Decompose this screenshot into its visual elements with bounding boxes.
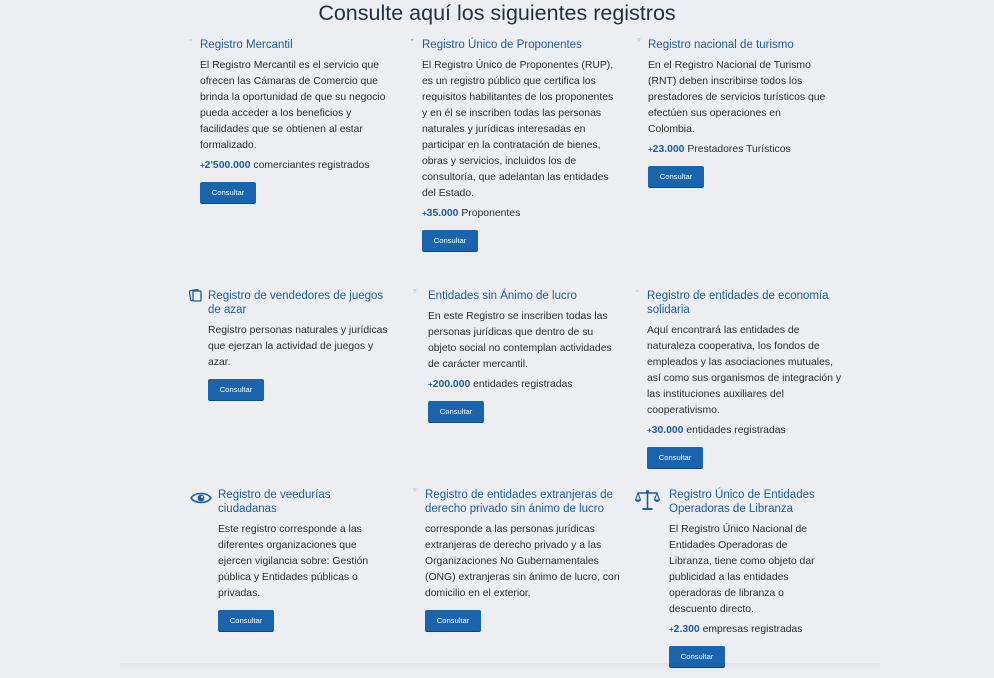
consultar-button[interactable]: Consultar [218, 610, 274, 632]
card-stat: +200.000 entidades registradas [428, 379, 573, 390]
card-operadoras-libranza [669, 488, 829, 668]
people-icon: ▫ [636, 288, 639, 295]
stat-value: 2'500.000 [204, 160, 251, 171]
globe-icon: ▿ [413, 487, 417, 494]
card-title[interactable]: Registro Único de Entidades Operadoras de Libranza [669, 489, 815, 515]
card-description: En este Registro se inscriben todas las personas jurídicas que dentro de su objeto social no contemplan actividades de carácter mercantil. [428, 311, 612, 370]
section-bottom-shadow [120, 663, 880, 673]
card-title[interactable]: Registro de veedurías ciudadanas [218, 489, 331, 515]
stat-label: entidades registradas [473, 379, 573, 390]
card-stat: +30.000 entidades registradas [647, 425, 786, 436]
card-description: El Registro Único de Proponentes (RUP), es un registro público que certifica los requisitos habilitantes de los proponentes y en él se inscriben todas las personas naturales y jurídicas interesadas en participar en la contratación de bienes, obras y servicios, incluidos los de consultoría, que adelantan las entidades del Estado. [422, 60, 614, 199]
card-stat: +35.000 Proponentes [422, 208, 521, 219]
card-stat: +2.300 empresas registradas [669, 624, 803, 635]
consultar-button[interactable]: Consultar [428, 401, 484, 423]
card-economia-solidaria [636, 288, 843, 469]
consultar-button[interactable]: Consultar [648, 166, 704, 188]
card-title[interactable]: Registro de entidades de economía solidaria [647, 290, 829, 316]
consultar-button[interactable]: Consultar [669, 646, 725, 668]
stat-label: Prestadores Turísticos [687, 144, 791, 155]
page-title: Consulte aquí los siguientes registros [318, 1, 676, 25]
card-title[interactable]: Registro Mercantil [200, 39, 293, 51]
stat-value: 35.000 [426, 208, 459, 219]
consultar-button[interactable]: Consultar [208, 379, 264, 401]
hands-icon: ▿ [413, 288, 417, 295]
card-stat: +23.000 Prestadores Turísticos [648, 144, 791, 155]
card-entidades-extranjeras [413, 487, 621, 632]
tourism-icon: ▿ [637, 37, 641, 44]
card-description: Registro personas naturales y jurídicas que ejerzan la actividad de juegos y azar. [208, 325, 388, 368]
stat-label: Proponentes [461, 208, 521, 219]
card-description: El Registro Mercantil es el servicio que ofrecen las Cámaras de Comercio que brinda la oportunidad de que su negocio pueda acceder a los beneficios y facilidades que se obtienen al estar formalizado. [200, 60, 386, 151]
card-description: Este registro corresponde a las diferentes organizaciones que ejercen vigilancia sobre: Gestión pública y Entidades públicas o privadas. [218, 524, 369, 599]
card-stat: +2'500.000 comerciantes registrados [200, 160, 370, 171]
card-title[interactable]: Registro nacional de turismo [648, 39, 794, 51]
card-registro-proponentes [411, 37, 618, 252]
card-title[interactable]: Entidades sin Ánimo de lucro [428, 290, 577, 302]
document-icon: ▪ [411, 37, 414, 44]
stat-label: comerciantes registrados [253, 160, 370, 171]
stat-label: entidades registradas [686, 425, 786, 436]
card-title[interactable]: Registro de vendedores de juegos de azar [208, 290, 384, 316]
stat-value: 2.300 [673, 624, 700, 635]
card-registro-turismo [637, 37, 828, 188]
eye-icon [190, 491, 212, 505]
card-description: Aquí encontrará las entidades de naturaleza cooperativa, los fondos de empleados y las asociaciones mutuales, así como sus organismos de integración y las instituciones auxiliares del cooperativismo. [647, 325, 842, 416]
consultar-button[interactable]: Consultar [647, 447, 703, 469]
card-description: corresponde a las personas jurídicas extranjeras de derecho privado y a las Organizaciones No Gubernamentales (ONG) extranjeras sin ánimo de lucro, con domicilio en el exterior. [425, 524, 620, 599]
card-veedurias [218, 488, 378, 632]
stat-value: 30.000 [651, 425, 684, 436]
stat-value: 200.000 [432, 379, 471, 390]
stat-value: 23.000 [652, 144, 685, 155]
consultar-button[interactable]: Consultar [422, 230, 478, 252]
card-sin-animo-lucro [413, 288, 620, 423]
card-juegos-azar [208, 289, 398, 401]
card-description: En el Registro Nacional de Turismo (RNT) deben inscribirse todos los prestadores de servicios turísticos que efectúen sus operaciones en Colombia. [648, 60, 826, 135]
card-registro-mercantil [189, 37, 396, 204]
consultar-button[interactable]: Consultar [200, 182, 256, 204]
cards-icon [189, 289, 202, 302]
stat-label: empresas registradas [702, 624, 803, 635]
consultar-button[interactable]: Consultar [425, 610, 481, 632]
card-title[interactable]: Registro de entidades extranjeras de derecho privado sin ánimo de lucro [425, 489, 613, 515]
card-description: El Registro Único Nacional de Entidades Operadoras de Libranza, tiene como objeto dar publicidad a las entidades operadoras de libranza o descuento directo. [669, 524, 815, 615]
document-icon: ▫ [189, 37, 192, 44]
card-title[interactable]: Registro Único de Proponentes [422, 39, 582, 51]
scales-icon [635, 489, 660, 511]
